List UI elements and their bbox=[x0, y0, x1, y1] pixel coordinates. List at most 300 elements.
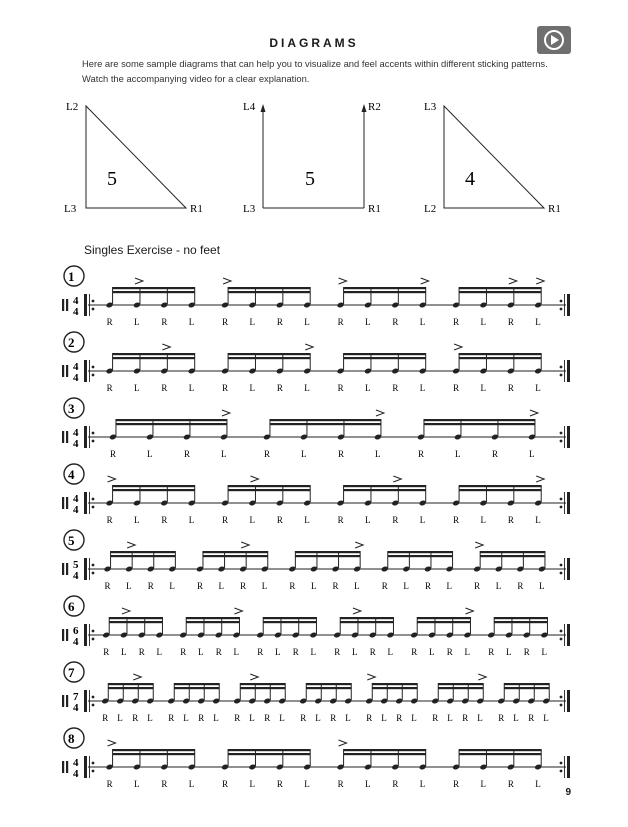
time-signature-top: 6 bbox=[73, 625, 79, 637]
sticking-letter: L bbox=[535, 317, 541, 327]
accent-mark bbox=[234, 608, 242, 614]
end-repeat-thick-bar bbox=[567, 624, 570, 646]
beam bbox=[306, 683, 351, 685]
beam bbox=[186, 621, 239, 623]
percussion-clef-bar bbox=[62, 563, 64, 575]
sticking-letter: L bbox=[279, 713, 285, 723]
end-repeat-thick-bar bbox=[567, 492, 570, 514]
repeat-dot bbox=[92, 770, 95, 773]
sticking-letter: L bbox=[411, 713, 417, 723]
accent-mark bbox=[478, 674, 486, 680]
beam bbox=[263, 617, 316, 619]
start-repeat-thick-bar bbox=[84, 492, 87, 514]
sticking-letter: R bbox=[292, 647, 299, 657]
start-repeat-thick-bar bbox=[84, 360, 87, 382]
sticking-letter: L bbox=[233, 647, 239, 657]
repeat-dot bbox=[560, 696, 563, 699]
accent-mark bbox=[355, 542, 363, 548]
sticking-letter: R bbox=[523, 647, 530, 657]
sticking-letter: R bbox=[300, 713, 307, 723]
percussion-clef-bar bbox=[62, 299, 64, 311]
sticking-letter: R bbox=[507, 779, 514, 789]
sticking-letter: R bbox=[453, 383, 460, 393]
sticking-letter: R bbox=[330, 713, 337, 723]
sticking-letter: L bbox=[188, 779, 195, 789]
sticking-letter: L bbox=[188, 515, 195, 525]
accent-mark bbox=[509, 278, 517, 284]
sticking-letter: R bbox=[276, 317, 283, 327]
sticking-letter: L bbox=[535, 515, 541, 525]
sticking-letter: L bbox=[364, 383, 371, 393]
sticking-letter: L bbox=[374, 449, 381, 459]
sticking-letter: R bbox=[276, 779, 283, 789]
beam bbox=[113, 489, 195, 491]
sticking-letter: R bbox=[132, 713, 139, 723]
sticking-letter: R bbox=[106, 779, 113, 789]
accent-mark bbox=[223, 278, 231, 284]
sticking-letter: L bbox=[188, 383, 195, 393]
sticking-letter: L bbox=[249, 383, 255, 393]
percussion-clef-bar bbox=[62, 365, 64, 377]
sticking-letter: L bbox=[146, 449, 153, 459]
beam bbox=[108, 687, 153, 689]
repeat-dot bbox=[560, 498, 563, 501]
accent-mark bbox=[133, 674, 141, 680]
percussion-clef-bar bbox=[62, 695, 64, 707]
beam bbox=[270, 423, 381, 425]
sticking-letter: L bbox=[315, 713, 321, 723]
beam bbox=[108, 683, 153, 685]
sticking-letter: L bbox=[480, 779, 486, 789]
repeat-dot bbox=[560, 366, 563, 369]
sticking-letter: R bbox=[337, 779, 344, 789]
beam bbox=[111, 551, 176, 553]
sticking-letter: L bbox=[304, 317, 310, 327]
sticking-letter: R bbox=[263, 449, 270, 459]
sticking-letter: L bbox=[249, 779, 255, 789]
beam bbox=[340, 621, 393, 623]
beam bbox=[480, 551, 545, 553]
time-signature-top: 5 bbox=[73, 559, 79, 571]
beam bbox=[388, 555, 453, 557]
sticking-letter: R bbox=[106, 515, 113, 525]
end-repeat-thick-bar bbox=[567, 756, 570, 778]
sticking-letter: L bbox=[249, 317, 255, 327]
diagram-1-number: 5 bbox=[107, 168, 117, 190]
repeat-dot bbox=[92, 374, 95, 377]
beam bbox=[270, 419, 381, 421]
beam bbox=[459, 357, 541, 359]
sticking-letter: R bbox=[392, 317, 399, 327]
diagram-2-corner-bottom-left: L3 bbox=[243, 203, 256, 215]
sticking-letter: R bbox=[180, 647, 187, 657]
repeat-dot bbox=[92, 572, 95, 575]
sticking-letter: L bbox=[364, 317, 371, 327]
repeat-dot bbox=[92, 308, 95, 311]
beam bbox=[438, 687, 483, 689]
sticking-letter: L bbox=[169, 581, 175, 591]
sticking-letter: R bbox=[168, 713, 175, 723]
sticking-letter: R bbox=[222, 317, 229, 327]
diagram-3-number: 4 bbox=[465, 168, 475, 190]
sticking-letter: L bbox=[387, 647, 393, 657]
start-repeat-thick-bar bbox=[84, 624, 87, 646]
sticking-letter: L bbox=[213, 713, 219, 723]
sticking-letter: L bbox=[495, 581, 502, 591]
exercise-number: 3 bbox=[68, 401, 75, 416]
repeat-dot bbox=[92, 366, 95, 369]
sticking-letter: R bbox=[289, 581, 296, 591]
percussion-clef-bar bbox=[66, 299, 68, 311]
sticking-letter: L bbox=[446, 581, 453, 591]
sticking-letter: R bbox=[337, 449, 344, 459]
end-repeat-thick-bar bbox=[567, 558, 570, 580]
accent-mark bbox=[122, 608, 130, 614]
beam bbox=[372, 687, 417, 689]
play-video-icon[interactable] bbox=[537, 26, 571, 54]
sticking-letter: L bbox=[249, 713, 255, 723]
sticking-letter: R bbox=[215, 647, 222, 657]
exercise-number: 8 bbox=[68, 731, 75, 746]
beam bbox=[228, 291, 310, 293]
sticking-letter: R bbox=[196, 581, 203, 591]
sticking-letter: R bbox=[337, 383, 344, 393]
sticking-letter: R bbox=[369, 647, 376, 657]
beam bbox=[424, 419, 535, 421]
sticking-letter: R bbox=[517, 581, 524, 591]
sticking-letter: L bbox=[310, 647, 316, 657]
exercise-number: 2 bbox=[68, 335, 75, 350]
end-repeat-thick-bar bbox=[567, 360, 570, 382]
beam bbox=[372, 683, 417, 685]
exercise-number: 6 bbox=[68, 599, 75, 614]
sticking-letter: R bbox=[366, 713, 373, 723]
percussion-clef-bar bbox=[66, 431, 68, 443]
beam bbox=[344, 753, 426, 755]
accent-mark bbox=[108, 476, 116, 482]
beam bbox=[344, 485, 426, 487]
sticking-letter: L bbox=[419, 317, 426, 327]
sticking-letter: R bbox=[411, 647, 418, 657]
sticking-letter: L bbox=[480, 515, 486, 525]
time-signature-top: 4 bbox=[73, 757, 79, 769]
sticking-letter: L bbox=[249, 515, 255, 525]
sticking-letter: R bbox=[507, 383, 514, 393]
page-title: DIAGRAMS bbox=[269, 36, 359, 50]
beam bbox=[203, 555, 268, 557]
time-signature-bottom: 4 bbox=[73, 570, 79, 582]
start-repeat-thick-bar bbox=[84, 294, 87, 316]
beam bbox=[494, 621, 547, 623]
sticking-letter: L bbox=[419, 383, 426, 393]
sticking-letter: L bbox=[156, 647, 162, 657]
repeat-dot bbox=[92, 762, 95, 765]
time-signature-top: 4 bbox=[73, 295, 79, 307]
accent-mark bbox=[376, 410, 384, 416]
sticking-letter: R bbox=[104, 581, 111, 591]
sticking-letter: L bbox=[480, 317, 486, 327]
sticking-letter: L bbox=[528, 449, 535, 459]
beam bbox=[494, 617, 547, 619]
beam bbox=[240, 683, 285, 685]
beam bbox=[113, 291, 195, 293]
beam bbox=[459, 485, 541, 487]
percussion-clef-bar bbox=[62, 629, 64, 641]
repeat-dot bbox=[92, 498, 95, 501]
time-signature-bottom: 4 bbox=[73, 768, 79, 780]
sticking-letter: L bbox=[381, 713, 387, 723]
sticking-letter: L bbox=[454, 449, 461, 459]
beam bbox=[459, 291, 541, 293]
repeat-dot bbox=[92, 432, 95, 435]
sticking-letter: R bbox=[234, 713, 241, 723]
sticking-letter: R bbox=[106, 383, 113, 393]
sticking-letter: R bbox=[257, 647, 264, 657]
diagram-2-number: 5 bbox=[305, 168, 315, 190]
repeat-dot bbox=[560, 564, 563, 567]
beam bbox=[113, 357, 195, 359]
accent-mark bbox=[536, 278, 544, 284]
sticking-letter: L bbox=[541, 647, 547, 657]
time-signature-bottom: 4 bbox=[73, 636, 79, 648]
diagram-1-corner-bottom-right: R1 bbox=[190, 203, 203, 215]
sticking-letter: L bbox=[419, 779, 426, 789]
sticking-letter: L bbox=[183, 713, 189, 723]
sticking-letter: R bbox=[491, 449, 498, 459]
repeat-dot bbox=[92, 300, 95, 303]
sticking-letter: L bbox=[117, 713, 123, 723]
sticking-letter: L bbox=[218, 581, 225, 591]
sticking-letter: L bbox=[419, 515, 426, 525]
sticking-letter: L bbox=[364, 515, 371, 525]
sticking-letter: L bbox=[304, 779, 310, 789]
beam bbox=[424, 423, 535, 425]
sticking-letter: L bbox=[147, 713, 153, 723]
accent-mark bbox=[222, 410, 230, 416]
accent-mark bbox=[353, 608, 361, 614]
sticking-letter: R bbox=[528, 713, 535, 723]
beam bbox=[459, 287, 541, 289]
sticking-letter: L bbox=[464, 647, 470, 657]
accent-mark bbox=[475, 542, 483, 548]
beam bbox=[186, 617, 239, 619]
sticking-letter: R bbox=[424, 581, 431, 591]
time-signature-bottom: 4 bbox=[73, 702, 79, 714]
accent-mark bbox=[339, 740, 347, 746]
repeat-dot bbox=[92, 440, 95, 443]
sticking-letter: L bbox=[188, 317, 195, 327]
sticking-letter: R bbox=[264, 713, 271, 723]
time-signature-bottom: 4 bbox=[73, 372, 79, 384]
sticking-letter: L bbox=[197, 647, 204, 657]
sticking-letter: R bbox=[276, 515, 283, 525]
repeat-dot bbox=[92, 704, 95, 707]
diagram-1-corner-top-left: L2 bbox=[66, 101, 79, 113]
sticking-letter: R bbox=[453, 317, 460, 327]
end-repeat-thick-bar bbox=[567, 426, 570, 448]
diagram-triangle-1 bbox=[64, 101, 203, 215]
sticking-letter: L bbox=[538, 581, 545, 591]
repeat-dot bbox=[560, 506, 563, 509]
sticking-letter: R bbox=[392, 515, 399, 525]
beam bbox=[113, 753, 195, 755]
sticking-letter: L bbox=[447, 713, 453, 723]
beam bbox=[263, 621, 316, 623]
sticking-letter: L bbox=[304, 383, 310, 393]
accent-mark bbox=[536, 476, 544, 482]
sticking-letter: R bbox=[488, 647, 495, 657]
exercise-notation bbox=[0, 262, 628, 802]
beam bbox=[388, 551, 453, 553]
beam bbox=[340, 617, 393, 619]
sticking-letter: L bbox=[477, 713, 483, 723]
diagram-3-corner-top-left: L3 bbox=[424, 101, 437, 113]
beam bbox=[113, 287, 195, 289]
diagram-2-corner-top-right: R2 bbox=[368, 101, 381, 113]
sticking-letter: R bbox=[462, 713, 469, 723]
accent-mark bbox=[250, 476, 258, 482]
percussion-clef-bar bbox=[66, 629, 68, 641]
sticking-letter: R bbox=[332, 581, 339, 591]
accent-mark bbox=[127, 542, 135, 548]
accent-mark bbox=[250, 674, 258, 680]
sticking-letter: L bbox=[120, 647, 127, 657]
beam bbox=[113, 485, 195, 487]
beam bbox=[344, 749, 426, 751]
repeat-dot bbox=[560, 638, 563, 641]
repeat-dot bbox=[92, 564, 95, 567]
time-signature-bottom: 4 bbox=[73, 504, 79, 516]
sticking-letter: R bbox=[417, 449, 424, 459]
accent-mark bbox=[135, 278, 143, 284]
sticking-letter: L bbox=[543, 713, 549, 723]
time-signature-top: 4 bbox=[73, 427, 79, 439]
time-signature-top: 7 bbox=[73, 691, 79, 703]
sticking-letter: R bbox=[183, 449, 190, 459]
accent-mark bbox=[530, 410, 538, 416]
beam bbox=[228, 353, 310, 355]
percussion-clef-bar bbox=[66, 563, 68, 575]
beam bbox=[480, 555, 545, 557]
beam bbox=[344, 291, 426, 293]
repeat-dot bbox=[92, 630, 95, 633]
start-repeat-thick-bar bbox=[84, 756, 87, 778]
sticking-letter: L bbox=[220, 449, 227, 459]
beam bbox=[116, 423, 227, 425]
sticking-letter: R bbox=[161, 779, 168, 789]
time-signature-top: 4 bbox=[73, 361, 79, 373]
percussion-clef-bar bbox=[62, 761, 64, 773]
sticking-letter: L bbox=[351, 647, 358, 657]
percussion-clef-bar bbox=[62, 497, 64, 509]
percussion-clef-bar bbox=[66, 365, 68, 377]
time-signature-bottom: 4 bbox=[73, 306, 79, 318]
sticking-letter: R bbox=[381, 581, 388, 591]
repeat-dot bbox=[92, 506, 95, 509]
sticking-letter: R bbox=[453, 779, 460, 789]
repeat-dot bbox=[560, 432, 563, 435]
accent-mark bbox=[454, 344, 462, 350]
time-signature-bottom: 4 bbox=[73, 438, 79, 450]
sticking-letter: L bbox=[535, 383, 541, 393]
end-repeat-thick-bar bbox=[567, 690, 570, 712]
beam bbox=[344, 353, 426, 355]
repeat-dot bbox=[560, 308, 563, 311]
beam bbox=[228, 753, 310, 755]
sticking-letter: R bbox=[396, 713, 403, 723]
beam bbox=[228, 485, 310, 487]
sticking-letter: L bbox=[364, 779, 371, 789]
beam bbox=[504, 687, 549, 689]
sticking-letter: R bbox=[161, 515, 168, 525]
sticking-letter: L bbox=[126, 581, 132, 591]
page-number: 9 bbox=[565, 787, 571, 798]
repeat-dot bbox=[560, 374, 563, 377]
sticking-letter: L bbox=[261, 581, 268, 591]
sticking-letter: R bbox=[103, 647, 110, 657]
sticking-letter: L bbox=[354, 581, 360, 591]
sticking-letter: R bbox=[446, 647, 453, 657]
section-title: Singles Exercise - no feet bbox=[84, 243, 221, 257]
beam bbox=[240, 687, 285, 689]
sticking-letter: R bbox=[240, 581, 247, 591]
accent-mark bbox=[108, 740, 116, 746]
sticking-letter: R bbox=[276, 383, 283, 393]
beam bbox=[459, 353, 541, 355]
diagram-3-corner-bottom-right: R1 bbox=[548, 203, 561, 215]
diagram-2-corner-top-left: L4 bbox=[243, 101, 256, 113]
percussion-clef-bar bbox=[66, 761, 68, 773]
accent-mark bbox=[339, 278, 347, 284]
diagram-2-corner-bottom-right: R1 bbox=[368, 203, 381, 215]
accent-mark bbox=[162, 344, 170, 350]
beam bbox=[174, 683, 219, 685]
intro-text: Here are some sample diagrams that can help you to visualize and feel accents within different sticking patterns. Watch the accompanying video for a clear explanation. bbox=[82, 58, 548, 84]
sticking-letter: L bbox=[535, 779, 541, 789]
exercise-number: 7 bbox=[68, 665, 75, 680]
diagram-square bbox=[243, 101, 381, 215]
diagram-triangle-2 bbox=[424, 101, 561, 215]
diagram-3-corner-bottom-left: L2 bbox=[424, 203, 437, 215]
sticking-letter: R bbox=[161, 317, 168, 327]
sticking-letter: R bbox=[334, 647, 341, 657]
sticking-letter: L bbox=[428, 647, 435, 657]
beam bbox=[459, 489, 541, 491]
sticking-letter: L bbox=[133, 317, 140, 327]
accent-diagrams bbox=[0, 90, 628, 220]
sticking-letter: L bbox=[505, 647, 512, 657]
beam bbox=[438, 683, 483, 685]
sticking-letter: R bbox=[106, 317, 113, 327]
sticking-letter: R bbox=[392, 383, 399, 393]
beam bbox=[459, 753, 541, 755]
sticking-letter: R bbox=[453, 515, 460, 525]
accent-mark bbox=[421, 278, 429, 284]
beam bbox=[116, 419, 227, 421]
accent-mark bbox=[393, 476, 401, 482]
beam bbox=[459, 749, 541, 751]
beam bbox=[344, 357, 426, 359]
beam bbox=[344, 287, 426, 289]
sticking-letter: R bbox=[222, 515, 229, 525]
beam bbox=[295, 551, 360, 553]
beam bbox=[203, 551, 268, 553]
accent-mark bbox=[305, 344, 313, 350]
percussion-clef-bar bbox=[62, 431, 64, 443]
repeat-dot bbox=[92, 696, 95, 699]
beam bbox=[111, 555, 176, 557]
diagram-1-corner-bottom-left: L3 bbox=[64, 203, 77, 215]
